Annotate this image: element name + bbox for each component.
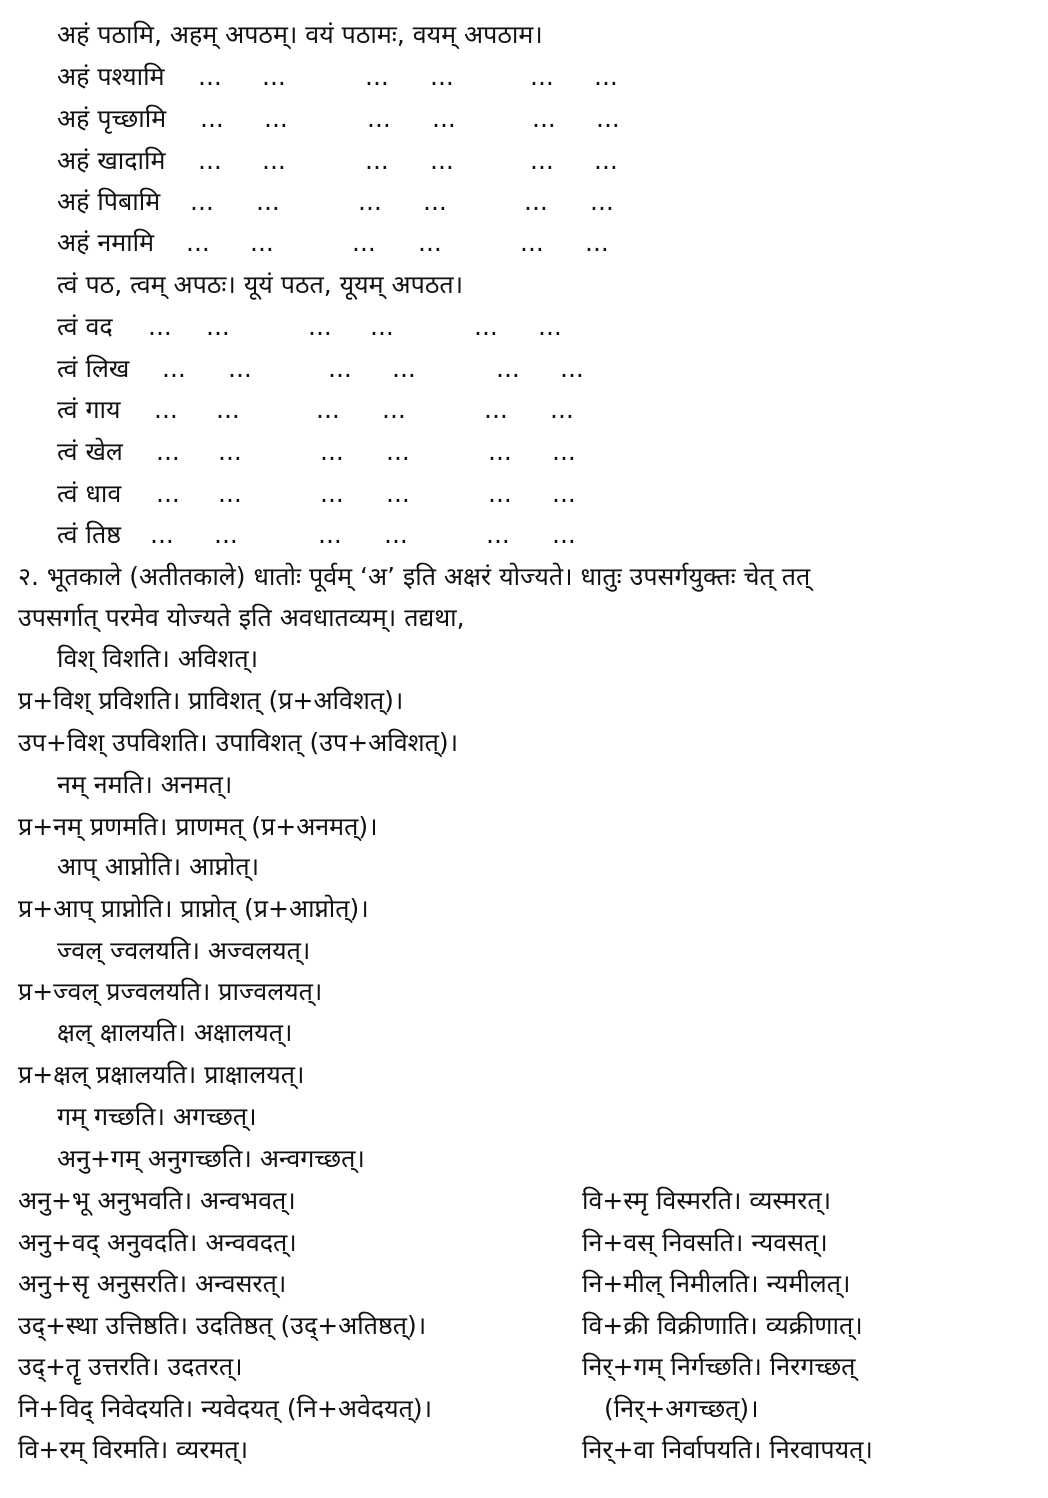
exercise-word: अहं पिबामि — [57, 187, 161, 216]
example-line: नम् नमति। अनमत्। — [57, 770, 233, 799]
example-line: प्र+विश् प्रविशति। प्राविशत् (प्र+अविशत्)। — [18, 686, 404, 715]
blank-dots: ... — [484, 395, 508, 424]
blank-dots: ... — [365, 62, 389, 91]
exercise-word: त्वं तिष्ठ — [57, 520, 121, 549]
blank-dots: ... — [532, 104, 556, 133]
blank-dots: ... — [585, 228, 609, 257]
blank-dots: ... — [264, 104, 288, 133]
blank-dots: ... — [214, 520, 238, 549]
blank-dots: ... — [386, 479, 410, 508]
exercise-word: अहं पश्यामि — [57, 62, 165, 91]
blank-dots: ... — [318, 520, 342, 549]
blank-dots: ... — [206, 312, 230, 341]
exercise-word: त्वं धाव — [57, 479, 122, 508]
example-line: विश् विशति। अविशत्। — [57, 644, 259, 673]
blank-dots: ... — [316, 395, 340, 424]
blank-dots: ... — [262, 62, 286, 91]
blank-dots: ... — [218, 437, 242, 466]
blank-dots: ... — [538, 312, 562, 341]
section-2-line-1: २. भूतकाले (अतीतकाले) धातोः पूर्वम् ‘अ’ इति अक्षरं योज्यते। धातुः उपसर्गयुक्तः चेत् तत् — [18, 562, 811, 591]
blank-dots: ... — [530, 62, 554, 91]
example-line: प्र+ज्वल् प्रज्वलयति। प्राज्वलयत्। — [18, 977, 323, 1006]
blank-dots: ... — [386, 437, 410, 466]
blank-dots: ... — [488, 479, 512, 508]
blank-dots: ... — [496, 354, 520, 383]
left-column-line: उद्+तॄ उत्तरति। उदतरत्। — [18, 1352, 243, 1381]
example-line: आप् आप्नोति। आप्नोत्। — [57, 852, 260, 881]
blank-dots: ... — [190, 187, 214, 216]
blank-dots: ... — [256, 187, 280, 216]
blank-dots: ... — [218, 479, 242, 508]
blank-dots: ... — [594, 62, 618, 91]
blank-dots: ... — [367, 104, 391, 133]
blank-dots: ... — [365, 146, 389, 175]
right-column-line: (निर्+अगच्छत्)। — [604, 1394, 759, 1423]
left-column-line: अनु+वद् अनुवदति। अन्ववदत्। — [18, 1228, 297, 1257]
right-column-line: वि+क्री विक्रीणाति। व्यक्रीणात्। — [582, 1311, 863, 1340]
exercise-word: त्वं लिख — [57, 354, 130, 383]
blank-dots: ... — [156, 437, 180, 466]
exercise-word: त्वं वद — [57, 312, 113, 341]
left-column-line: अनु+सृ अनुसरति। अन्वसरत्। — [18, 1269, 287, 1298]
example-line: उप+विश् उपविशति। उपाविशत् (उप+अविशत्)। — [18, 728, 459, 757]
blank-dots: ... — [162, 354, 186, 383]
left-column-line: वि+रम् विरमति। व्यरमत्। — [18, 1435, 249, 1464]
right-column-line: निर्+गम् निर्गच्छति। निरगच्छत् — [582, 1352, 856, 1381]
blank-dots: ... — [154, 395, 178, 424]
right-column-line: निर्+वा निर्वापयति। निरवापयत्। — [582, 1435, 873, 1464]
blank-dots: ... — [392, 354, 416, 383]
blank-dots: ... — [156, 479, 180, 508]
blank-dots: ... — [432, 104, 456, 133]
blank-dots: ... — [228, 354, 252, 383]
exercise-word: त्वं खेल — [57, 437, 123, 466]
example-line: क्षल् क्षालयति। अक्षालयत्। — [57, 1018, 293, 1047]
blank-dots: ... — [423, 187, 447, 216]
blank-dots: ... — [594, 146, 618, 175]
left-column-line: उद्+स्था उत्तिष्ठति। उदतिष्ठत् (उद्+अतिष्ठत्)। — [18, 1311, 427, 1340]
blank-dots: ... — [524, 187, 548, 216]
blank-dots: ... — [530, 146, 554, 175]
blank-dots: ... — [320, 479, 344, 508]
example-line: प्र+आप् प्राप्नोति। प्राप्नोत् (प्र+आप्नोत्)। — [18, 894, 369, 923]
blank-dots: ... — [520, 228, 544, 257]
left-column-line: अनु+भू अनुभवति। अन्वभवत्। — [18, 1186, 296, 1215]
blank-dots: ... — [430, 146, 454, 175]
example-line: गम् गच्छति। अगच्छत्। — [57, 1102, 257, 1131]
blank-dots: ... — [486, 520, 510, 549]
blank-dots: ... — [474, 312, 498, 341]
blank-dots: ... — [430, 62, 454, 91]
blank-dots: ... — [358, 187, 382, 216]
blank-dots: ... — [186, 228, 210, 257]
blank-dots: ... — [384, 520, 408, 549]
exercise-line-aham: अहं पठामि, अहम् अपठम्। वयं पठामः, वयम् अपठाम। — [57, 20, 543, 49]
blank-dots: ... — [320, 437, 344, 466]
blank-dots: ... — [308, 312, 332, 341]
exercise-word: अहं पृच्छामि — [57, 104, 167, 133]
blank-dots: ... — [552, 479, 576, 508]
blank-dots: ... — [250, 228, 274, 257]
right-column-line: वि+स्मृ विस्मरति। व्यस्मरत्। — [582, 1186, 832, 1215]
blank-dots: ... — [198, 146, 222, 175]
blank-dots: ... — [590, 187, 614, 216]
example-line: प्र+नम् प्रणमति। प्राणमत् (प्र+अनमत्)। — [18, 812, 378, 841]
blank-dots: ... — [596, 104, 620, 133]
blank-dots: ... — [148, 312, 172, 341]
left-column-line: नि+विद् निवेदयति। न्यवेदयत् (नि+अवेदयत्)। — [18, 1394, 433, 1423]
blank-dots: ... — [382, 395, 406, 424]
example-line: अनु+गम् अनुगच्छति। अन्वगच्छत्। — [57, 1144, 365, 1173]
section-2-line-2: उपसर्गात् परमेव योज्यते इति अवधातव्यम्। तद्यथा, — [18, 603, 465, 632]
blank-dots: ... — [418, 228, 442, 257]
blank-dots: ... — [560, 354, 584, 383]
blank-dots: ... — [352, 228, 376, 257]
blank-dots: ... — [262, 146, 286, 175]
example-line: ज्वल् ज्वलयति। अज्वलयत्। — [57, 936, 311, 965]
exercise-word: अहं खादामि — [57, 146, 166, 175]
blank-dots: ... — [552, 520, 576, 549]
blank-dots: ... — [328, 354, 352, 383]
example-line: प्र+क्षल् प्रक्षालयति। प्राक्षालयत्। — [18, 1060, 305, 1089]
blank-dots: ... — [370, 312, 394, 341]
section-2-intro — [18, 556, 1028, 638]
blank-dots: ... — [550, 395, 574, 424]
blank-dots: ... — [488, 437, 512, 466]
blank-dots: ... — [552, 437, 576, 466]
blank-dots: ... — [198, 62, 222, 91]
blank-dots: ... — [200, 104, 224, 133]
blank-dots: ... — [216, 395, 240, 424]
right-column-line: नि+वस् निवसति। न्यवसत्। — [582, 1228, 828, 1257]
exercise-word: अहं नमामि — [57, 228, 155, 257]
exercise-word: त्वं गाय — [57, 395, 121, 424]
right-column-line: नि+मील् निमीलति। न्यमीलत्। — [582, 1269, 851, 1298]
blank-dots: ... — [150, 520, 174, 549]
exercise-line-tvam: त्वं पठ, त्वम् अपठः। यूयं पठत, यूयम् अपठत। — [57, 270, 464, 299]
